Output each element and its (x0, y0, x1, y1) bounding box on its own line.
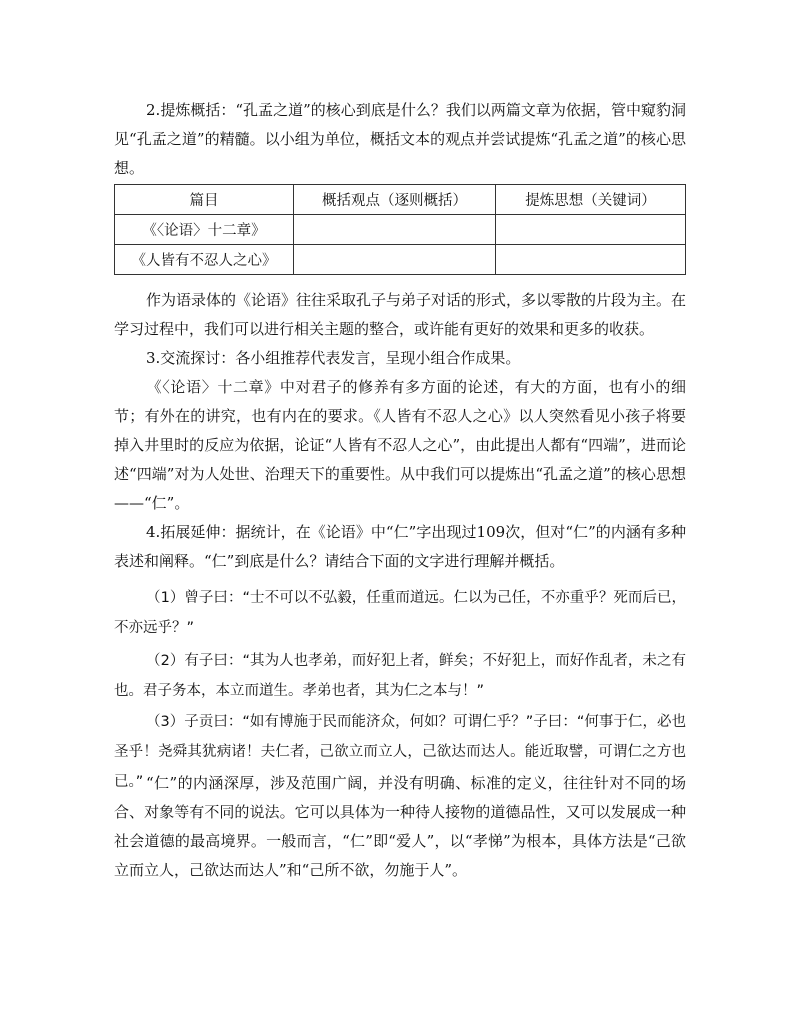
section-4-paragraph (114, 518, 686, 576)
table-header-row (115, 185, 686, 215)
table-header-cell: 概括观点（逐则概括） (294, 185, 496, 215)
table-cell[interactable] (294, 245, 496, 275)
table-header-cell: 提炼思想（关键词） (496, 185, 686, 215)
ren-text: 《〈论语〉十二章》中对君子的修养有多方面的论述，有大的方面，也有小的细节；有外在的讲究，也有内在的要求。《人皆有不忍人之心》以人突然看见小孩子将要掉入井里时的反应为依据，论证“人皆有不忍人之心”，由此提出人都有“四端”，进而论述“四端”对为人处世、治理天下的重要性。从中我们可以提炼出“孔孟之道”的核心思想——“仁”。 (114, 378, 686, 512)
table-cell[interactable] (294, 215, 496, 245)
section-3-paragraph (114, 344, 686, 373)
table-cell-title: 《人皆有不忍人之心》 (115, 245, 294, 275)
lunyu-text: 作为语录体的《论语》往往采取孔子与弟子对话的形式，多以零散的片段为主。在学习过程中，我们可以进行相关主题的整合，或许能有更好的效果和更多的收获。 (114, 291, 687, 338)
table-cell-title: 《〈论语〉十二章》 (115, 215, 294, 245)
section-2-text: 2.提炼概括：“孔孟之道”的核心到底是什么？我们以两篇文章为依据，管中窥豹洞见“孔孟之道”的精髓。以小组为单位，概括文本的观点并尝试提炼“孔孟之道”的核心思想。 (114, 101, 686, 177)
final-paragraph (114, 769, 686, 885)
quote-1-text: （1）曾子曰：“士不可以不弘毅，任重而道远。仁以为己任，不亦重乎？死而后已，不亦远乎？” (114, 590, 686, 636)
lunyu-paragraph (114, 286, 686, 344)
section-3-text: 3.交流探讨：各小组推荐代表发言，呈现小组合作成果。 (146, 349, 521, 367)
table-header-cell: 篇目 (115, 185, 294, 215)
ren-paragraph (114, 373, 686, 518)
quote-1 (114, 583, 686, 643)
table-row (115, 245, 686, 275)
table-cell[interactable] (496, 245, 686, 275)
section-2-paragraph (114, 96, 686, 183)
quote-2-text: （2）有子曰：“其为人也孝弟，而好犯上者，鲜矣；不好犯上，而好作乱者，未之有也。君子务本，本立而道生。孝弟也者，其为仁之本与！” (114, 653, 686, 699)
table-cell[interactable] (496, 215, 686, 245)
summary-table (114, 184, 686, 275)
section-4-text: 4.拓展延伸：据统计，在《论语》中“仁”字出现过109次，但对“仁”的内涵有多种表述和阐释。“仁”到底是什么？请结合下面的文字进行理解并概括。 (114, 523, 686, 570)
final-text: “仁”的内涵深厚，涉及范围广阔，并没有明确、标准的定义，往往针对不同的场合、对象等有不同的说法。它可以具体为一种待人接物的道德品性，又可以发展成一种社会道德的最高境界。一般而言，“仁”即“爱人”，以“孝悌”为根本，具体方法是“己欲立而立人，己欲达而达人”和“己所不欲，勿施于人”。 (114, 774, 686, 879)
quote-3-text: （3）子贡曰：“如有博施于民而能济众，何如？可谓仁乎？”子曰：“何事于仁，必也圣乎！尧舜其犹病诸！夫仁者，己欲立而立人，己欲达而达人。能近取譬，可谓仁之方也已。” (114, 714, 686, 790)
quote-2 (114, 646, 686, 706)
table-row (115, 215, 686, 245)
